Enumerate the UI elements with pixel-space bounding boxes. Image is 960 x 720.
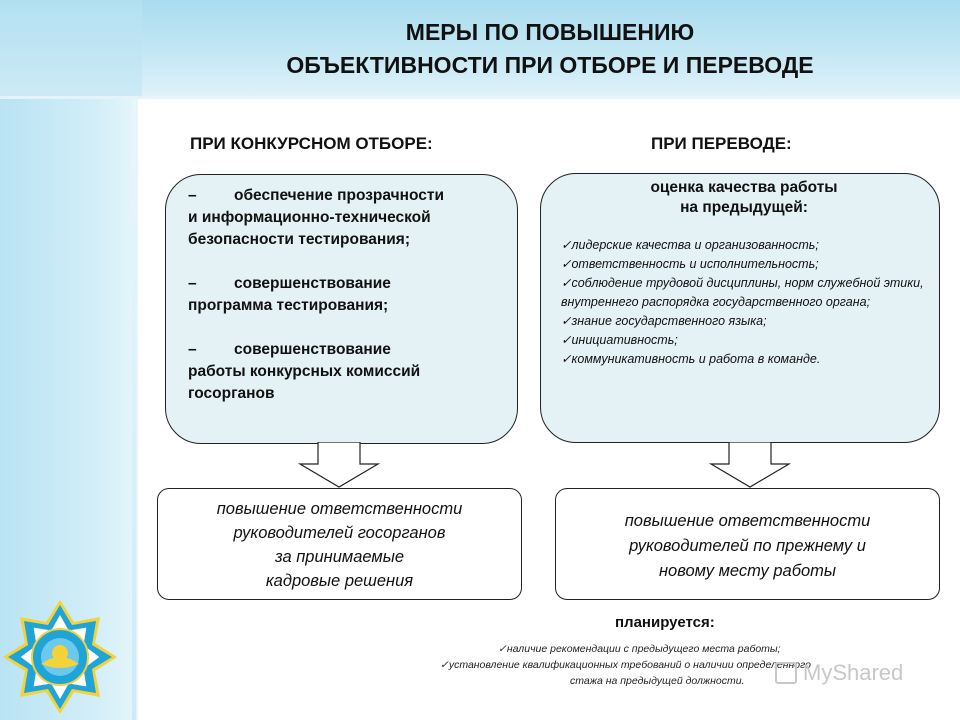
transfer-result-box (555, 488, 940, 600)
planned-heading: планируется: (615, 614, 715, 631)
planned-text: наличие рекомендации с предыдущего места работы; (506, 643, 781, 655)
measure-line: госорганов (188, 385, 275, 402)
measure-line: и информационно-технической (188, 209, 431, 226)
measure-item (188, 339, 503, 405)
criteria-item (561, 350, 927, 369)
planned-item (440, 641, 920, 657)
criteria-item (561, 331, 927, 350)
measure-first-line: совершенствование (234, 341, 391, 358)
header-corner (0, 0, 142, 96)
left-band-divider (132, 97, 136, 720)
result-line: кадровые решения (265, 572, 414, 590)
result-line: повышение ответственности (216, 500, 463, 518)
result-line: руководителей по прежнему и (629, 537, 866, 555)
measure-item (188, 273, 503, 317)
criteria-text: знание государственного языка; (571, 314, 767, 328)
lead-line: оценка качества работы (650, 179, 838, 196)
check-icon: ✓ (498, 643, 507, 655)
watermark-text: MyShared (803, 660, 904, 685)
selection-result-box (157, 488, 522, 600)
title-line-1: МЕРЫ ПО ПОВЫШЕНИЮ (405, 19, 695, 45)
measure-first-line: совершенствование (234, 275, 391, 292)
lead-line: на предыдущей: (680, 199, 808, 216)
right-column-heading: ПРИ ПЕРЕВОДЕ: (651, 134, 792, 153)
criteria-item (561, 236, 927, 255)
measure-line: работы конкурсных комиссий (188, 363, 421, 380)
criteria-item (561, 312, 927, 331)
dash-marker: – (188, 341, 197, 358)
transfer-evaluation-box (540, 173, 940, 443)
result-line: новому месту работы (658, 562, 837, 580)
criteria-item (561, 255, 927, 274)
check-icon: ✓ (561, 333, 572, 347)
page-title (150, 16, 950, 82)
measure-first-line: обеспечение прозрачности (234, 187, 444, 204)
selection-measures-box (165, 174, 518, 444)
dash-marker: – (188, 275, 197, 292)
title-line-2: ОБЪЕКТИВНОСТИ ПРИ ОТБОРЕ И ПЕРЕВОДЕ (286, 52, 814, 78)
check-icon: ✓ (561, 314, 572, 328)
check-icon: ✓ (561, 352, 572, 366)
header-divider (0, 96, 960, 99)
down-arrow-icon (709, 442, 791, 488)
planned-text: установление квалификационных требований о наличии определенного (448, 659, 811, 671)
check-icon: ✓ (561, 276, 572, 290)
planned-continuation: стажа на предыдущей должности. (570, 675, 745, 687)
result-line: за принимаемые (274, 548, 405, 566)
down-arrow-icon (298, 442, 380, 488)
measure-item (188, 185, 503, 251)
criteria-text: ответственность и исполнительность; (571, 257, 819, 271)
criteria-item (561, 274, 927, 312)
criteria-text: инициативность; (571, 333, 678, 347)
watermark (775, 660, 903, 686)
check-icon: ✓ (440, 659, 449, 671)
check-icon: ✓ (561, 257, 572, 271)
kazakhstan-emblem-icon (1, 598, 119, 716)
criteria-text: коммуникативность и работа в команде. (571, 352, 821, 366)
measure-line: безопасности тестирования; (188, 231, 410, 248)
criteria-text: соблюдение трудовой дисциплины, норм служебной этики, внутреннего распорядка государственного органа; (561, 276, 924, 309)
criteria-text: лидерские качества и организованность; (571, 238, 819, 252)
watermark-logo-icon (775, 662, 797, 684)
evaluation-lead (561, 178, 927, 218)
result-line: повышение ответственности (624, 512, 871, 530)
measure-line: программа тестирования; (188, 297, 389, 314)
check-icon: ✓ (561, 238, 572, 252)
dash-marker: – (188, 187, 197, 204)
criteria-list (561, 236, 927, 369)
result-line: руководителей госорганов (233, 524, 446, 542)
left-column-heading: ПРИ КОНКУРСНОМ ОТБОРЕ: (190, 134, 433, 153)
